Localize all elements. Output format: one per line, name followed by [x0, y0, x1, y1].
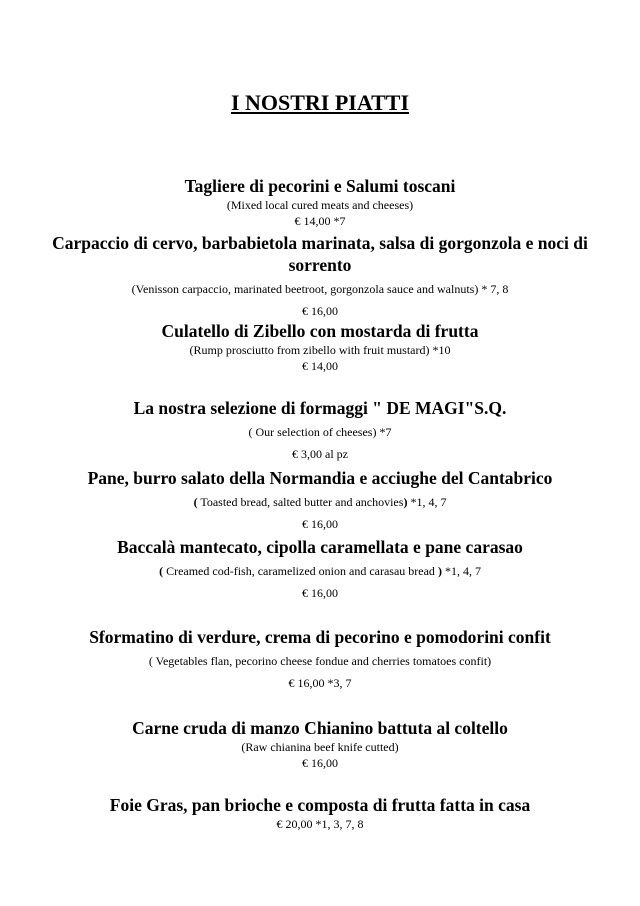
menu-item: [40, 626, 600, 691]
dish-price: € 16,00: [302, 586, 338, 600]
dish-description: (Mixed local cured meats and cheeses): [226, 198, 414, 212]
dish-description: ( Our selection of cheeses) *7: [248, 425, 392, 439]
dish-description: (Raw chianina beef knife cutted): [241, 740, 399, 754]
dish-price: € 20,00 *1, 3, 7, 8: [276, 817, 364, 831]
description-text: Creamed cod-fish, caramelized onion and carasau bread: [163, 564, 438, 578]
menu-item: [40, 717, 600, 771]
dish-price: € 14,00: [302, 359, 338, 373]
page-title: I NOSTRI PIATTI: [230, 90, 410, 115]
description-paren-open: (: [193, 495, 198, 509]
dish-name: Foie Gras, pan brioche e composta di frutta fatta in casa: [109, 795, 531, 815]
description-paren-open: (: [159, 564, 164, 578]
dish-name: Pane, burro salato della Normandia e acciughe del Cantabrico: [87, 468, 553, 488]
dish-price: € 14,00 *7: [294, 214, 346, 228]
menu-item: [40, 175, 600, 229]
dish-name: Tagliere di pecorini e Salumi toscani: [184, 176, 456, 196]
description-allergens: *1, 4, 7: [441, 564, 481, 578]
dish-description: [40, 563, 600, 579]
description-allergens: *1, 4, 7: [407, 495, 447, 509]
dish-description: (Rump prosciutto from zibello with fruit mustard) *10: [189, 343, 451, 357]
dish-name: Culatello di Zibello con mostarda di frutta: [161, 321, 479, 341]
dish-description: (Venisson carpaccio, marinated beetroot, gorgonzola sauce and walnuts) * 7, 8: [131, 282, 509, 296]
dish-price: € 16,00: [302, 756, 338, 770]
dish-price: € 16,00: [302, 517, 338, 531]
dish-name: Carne cruda di manzo Chianino battuta al coltello: [132, 718, 508, 738]
dish-name: La nostra selezione di formaggi " DE MAGI"S.Q.: [133, 398, 507, 418]
menu-item: [40, 320, 600, 374]
menu-item: [40, 467, 600, 532]
menu-item: [40, 536, 600, 601]
dish-description: [40, 494, 600, 510]
dish-name: Sformatino di verdure, crema di pecorino e pomodorini confit: [89, 627, 551, 647]
description-text: Toasted bread, salted butter and anchovies: [197, 495, 404, 509]
dish-price: € 16,00: [302, 304, 338, 318]
dish-price: € 16,00 *3, 7: [288, 676, 352, 690]
dish-price: € 3,00 al pz: [292, 447, 348, 461]
description-paren-close: ): [403, 495, 408, 509]
dish-name: Carpaccio di cervo, barbabietola marinata, salsa di gorgonzola e noci di sorrento: [52, 233, 588, 275]
dish-description: ( Vegetables flan, pecorino cheese fondue and cherries tomatoes confit): [148, 654, 492, 668]
menu-item: [40, 397, 600, 462]
menu-item: [40, 232, 600, 319]
menu-item: [40, 794, 600, 832]
description-paren-close: ): [437, 564, 442, 578]
dish-name: Baccalà mantecato, cipolla caramellata e pane carasao: [117, 537, 523, 557]
